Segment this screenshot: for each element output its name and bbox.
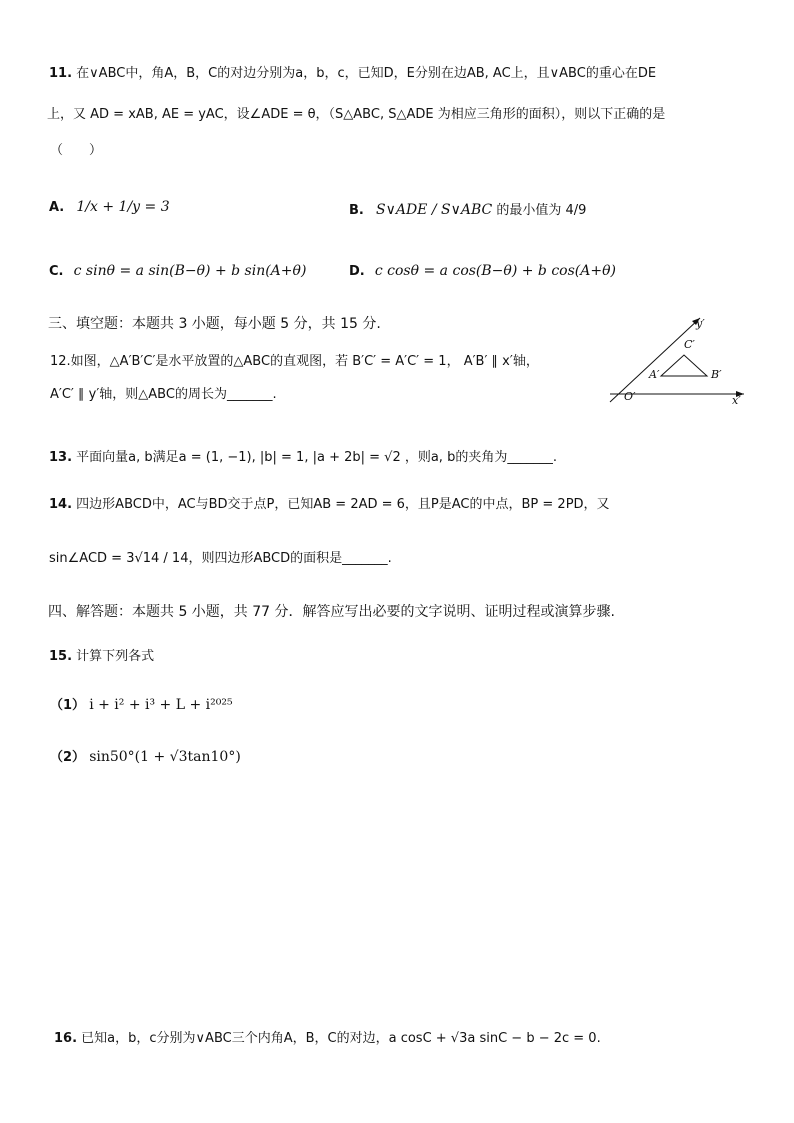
q14-number: 14. bbox=[49, 497, 73, 512]
q11-stem-line2: 上，又 AD = xAB, AE = yAC，设∠ADE = θ，（S△ABC, S△ADE 为相应三角形的面积），则以下正确的是 bbox=[47, 107, 666, 122]
q11-answer-paren: （ ） bbox=[50, 143, 103, 158]
option-c-label: C. bbox=[49, 264, 64, 279]
q15-part2 bbox=[50, 746, 241, 765]
label-x-prime: x′ bbox=[732, 394, 741, 407]
q12-figure bbox=[604, 312, 754, 407]
label-c-prime: C′ bbox=[684, 338, 695, 351]
option-d-text: c cosθ = a cos(B−θ) + b cos(A+θ) bbox=[374, 263, 616, 279]
q12-line1: 12.如图，△A′B′C′是水平放置的△ABC的直观图，若 B′C′ = A′C′ = 1， A′B′ ∥ x′轴， bbox=[50, 354, 539, 369]
option-b-fraction: S∨ADE / S∨ABC bbox=[376, 202, 493, 218]
q13 bbox=[49, 446, 557, 465]
q11-number: 11. bbox=[49, 66, 73, 81]
q15-part2-expr: sin50°(1 + √3tan10°) bbox=[89, 749, 241, 765]
option-b-text: 的最小值为 4/9 bbox=[496, 203, 587, 218]
label-a-prime: A′ bbox=[649, 368, 660, 381]
triangle-abc-prime bbox=[661, 355, 707, 376]
option-b-label: B. bbox=[349, 203, 364, 218]
q14-line1 bbox=[49, 493, 610, 512]
label-b-prime: B′ bbox=[711, 368, 722, 381]
q14-line2: sin∠ACD = 3√14 / 14，则四边形ABCD的面积是_______. bbox=[49, 551, 392, 566]
q11-stem-line1: 在∨ABC中，角A，B，C的对边分别为a，b，c，已知D，E分别在边AB, AC上，且∨ABC的重心在DE bbox=[76, 66, 657, 81]
q15-part1-expr: i + i² + i³ + L + i²⁰²⁵ bbox=[89, 697, 233, 713]
q15-number: 15. bbox=[49, 649, 73, 664]
q11-option-b bbox=[349, 199, 586, 218]
q11-option-d bbox=[349, 263, 616, 279]
label-y-prime: y′ bbox=[696, 317, 705, 330]
q16 bbox=[54, 1027, 601, 1046]
option-a-label: A. bbox=[49, 200, 65, 215]
q11-option-a bbox=[49, 199, 170, 215]
q13-number: 13. bbox=[49, 450, 73, 465]
q11-line1 bbox=[49, 62, 656, 81]
q14-text-line1: 四边形ABCD中，AC与BD交于点P，已知AB = 2AD = 6，且P是AC的中点，BP = 2PD，又 bbox=[76, 497, 610, 512]
q16-number: 16. bbox=[54, 1031, 78, 1046]
section-4-heading: 四、解答题：本题共 5 小题，共 77 分．解答应写出必要的文字说明、证明过程或演算步骤. bbox=[48, 604, 615, 620]
q13-text: 平面向量a, b满足a = (1, −1), |b| = 1, |a + 2b| = √2 ，则a, b的夹角为_______. bbox=[76, 450, 557, 465]
option-c-text: c sinθ = a sin(B−θ) + b sin(A+θ) bbox=[73, 263, 307, 279]
q12-line2: A′C′ ∥ y′轴，则△ABC的周长为_______. bbox=[50, 387, 277, 402]
q11-option-c bbox=[49, 263, 306, 279]
option-a-text: 1/x + 1/y = 3 bbox=[76, 199, 170, 215]
q15-part2-label: （2） bbox=[50, 750, 86, 765]
section-3-heading: 三、填空题：本题共 3 小题，每小题 5 分，共 15 分. bbox=[48, 316, 381, 332]
q15-text: 计算下列各式 bbox=[76, 649, 155, 664]
q15-title bbox=[49, 645, 154, 664]
option-d-label: D. bbox=[349, 264, 365, 279]
label-o-prime: O′ bbox=[624, 390, 636, 403]
q15-part1-label: （1） bbox=[50, 698, 86, 713]
q15-part1 bbox=[50, 694, 233, 713]
q16-text: 已知a，b，c分别为∨ABC三个内角A，B，C的对边，a cosC + √3a sinC − b − 2c = 0. bbox=[81, 1031, 601, 1046]
